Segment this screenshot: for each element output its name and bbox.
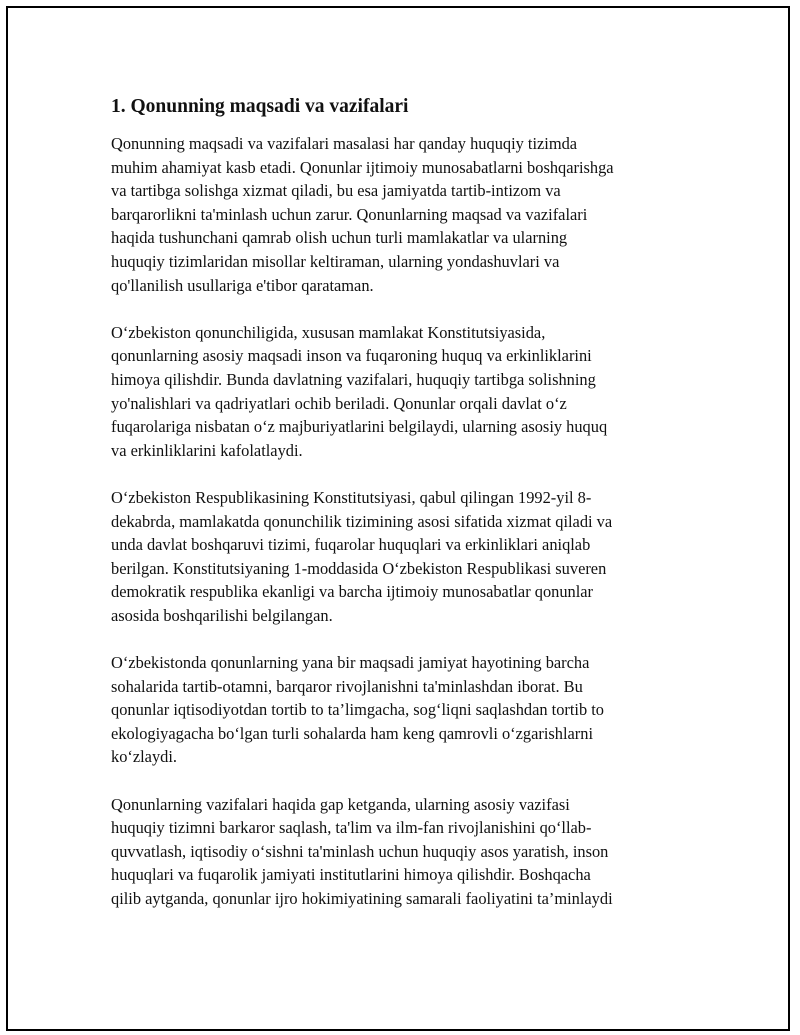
- document-body: [111, 95, 686, 934]
- paragraph-list: [111, 132, 686, 911]
- paragraph: [111, 132, 686, 297]
- text-line: huquqlari va fuqarolik jamiyati institutlarini himoya qilishdir. Boshqacha: [111, 865, 591, 885]
- text-line: O‘zbekiston Respublikasining Konstitutsiyasi, qabul qilingan 1992-yil 8-: [111, 487, 592, 507]
- text-line: O‘zbekiston qonunchiligida, xususan mamlakat Konstitutsiyasida,: [111, 322, 546, 342]
- text-line: ekologiyagacha bo‘lgan turli sohalarda ham keng qamrovli o‘zgarishlarni: [111, 723, 593, 743]
- paragraph: [111, 486, 686, 628]
- paragraph: [111, 651, 686, 769]
- text-line: berilgan. Konstitutsiyaning 1-moddasida O‘zbekiston Respublikasi suveren: [111, 558, 607, 578]
- text-line: yo'nalishlari va qadriyatlari ochib beriladi. Qonunlar orqali davlat o‘z: [111, 393, 567, 413]
- text-line: barqarorlikni ta'minlash uchun zarur. Qonunlarning maqsad va vazifalari: [111, 204, 588, 224]
- paragraph: [111, 321, 686, 463]
- text-line: muhim ahamiyat kasb etadi. Qonunlar ijtimoiy munosabatlarni boshqarishga: [111, 157, 614, 177]
- text-line: asosida boshqarilishi belgilangan.: [111, 605, 333, 625]
- text-line: va erkinliklarini kafolatlaydi.: [111, 440, 303, 460]
- section-heading: 1. Qonunning maqsadi va vazifalari: [111, 96, 409, 117]
- text-line: qo'llanilish usullariga e'tibor qarataman.: [111, 275, 374, 295]
- text-line: qilib aytganda, qonunlar ijro hokimiyatining samarali faoliyatini ta’minlaydi: [111, 889, 613, 908]
- text-line: himoya qilishdir. Bunda davlatning vazifalari, huquqiy tartibga solishning: [111, 369, 596, 389]
- text-line: qonunlarning asosiy maqsadi inson va fuqaroning huquq va erkinliklarini: [111, 346, 592, 366]
- text-line: unda davlat boshqaruvi tizimi, fuqarolar huquqlari va erkinliklari aniqlab: [111, 535, 591, 555]
- text-line: huquqiy tizimlaridan misollar keltiraman, ularning yondashuvlari va: [111, 251, 560, 271]
- text-line: O‘zbekistonda qonunlarning yana bir maqsadi jamiyat hayotining barcha: [111, 653, 590, 673]
- text-line: Qonunning maqsadi va vazifalari masalasi har qanday huquqiy tizimda: [111, 134, 578, 153]
- text-line: dekabrda, mamlakatda qonunchilik tizimining asosi sifatida xizmat qiladi va: [111, 511, 613, 531]
- text-line: fuqarolariga nisbatan o‘z majburiyatlarini belgilaydi, ularning asosiy huquq: [111, 417, 608, 437]
- paragraph: [111, 793, 686, 911]
- text-line: ko‘zlaydi.: [111, 747, 177, 767]
- text-line: sohalarida tartib-otamni, barqaror rivojlanishni ta'minlashdan iborat. Bu: [111, 676, 583, 696]
- text-line: haqida tushunchani qamrab olish uchun turli mamlakatlar va ularning: [111, 228, 568, 248]
- text-line: qonunlar iqtisodiyotdan tortib to ta’limgacha, sog‘liqni saqlashdan tortib to: [111, 700, 605, 720]
- text-line: demokratik respublika ekanligi va barcha ijtimoiy munosabatlar qonunlar: [111, 582, 594, 602]
- text-line: va tartibga solishga xizmat qiladi, bu esa jamiyatda tartib-intizom va: [111, 181, 561, 201]
- text-line: huquqiy tizimni barkaror saqlash, ta'lim va ilm-fan rivojlanishini qo‘llab-: [111, 818, 592, 838]
- text-line: Qonunlarning vazifalari haqida gap ketganda, ularning asosiy vazifasi: [111, 794, 570, 814]
- text-line: quvvatlash, iqtisodiy o‘sishni ta'minlash uchun huquqiy asos yaratish, inson: [111, 841, 609, 861]
